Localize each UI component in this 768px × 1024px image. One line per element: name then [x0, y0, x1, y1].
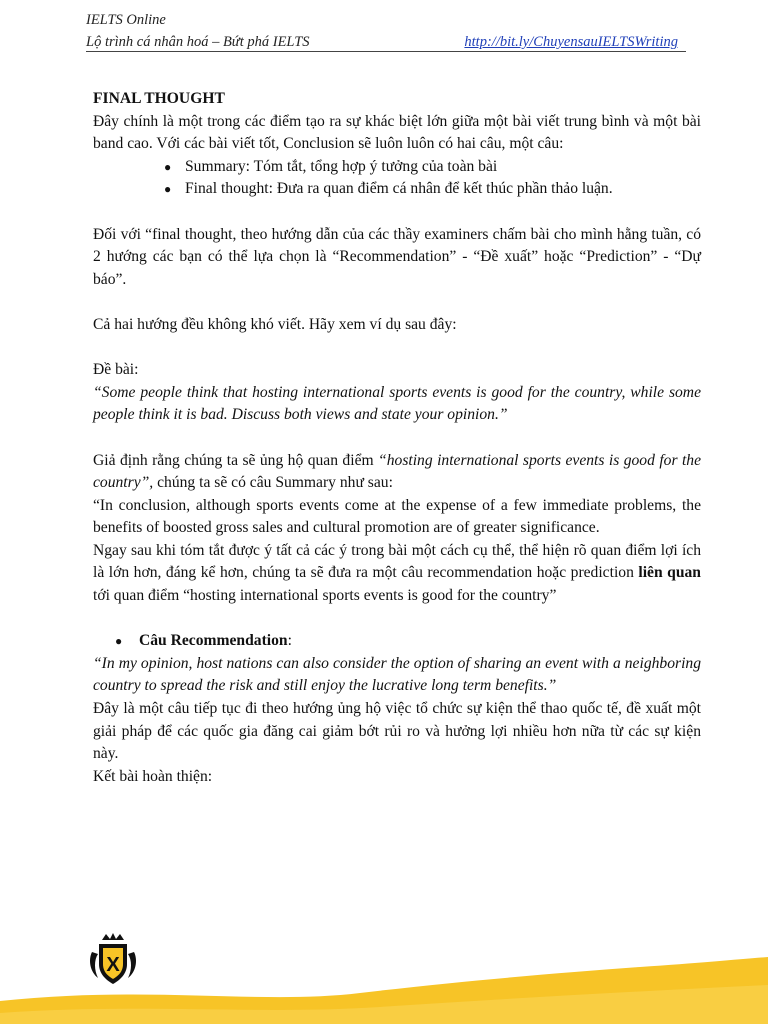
- crown-shield-logo-icon: [84, 930, 142, 988]
- prompt-label: Đề bài:: [93, 361, 139, 379]
- bullet-icon: ●: [164, 159, 172, 174]
- section-title: FINAL THOUGHT: [93, 90, 225, 107]
- prompt-text: “Some people think that hosting international sports events is good for the country, while some people think it is bad. Discuss both views and state your opinion.”: [93, 383, 701, 424]
- header-divider: [86, 51, 686, 52]
- both-directions-paragraph: Cả hai hướng đều không khó viết. Hãy xem ví dụ sau đây:: [93, 315, 457, 333]
- header-tagline: Lộ trình cá nhân hoá – Bứt phá IELTS: [86, 34, 310, 50]
- explanation-paragraph: Ngay sau khi tóm tắt được ý tất cả các ý trong bài một cách cụ thể, thể hiện rõ quan điểm lợi ích là lớn hơn, đáng kể hơn, chúng ta sẽ đưa ra một câu recommendation hoặc prediction liên quan tới quan điểm “hosting international sports events is good for the country”: [93, 541, 701, 605]
- list-item: ● Final thought: Đưa ra quan điểm cá nhân để kết thúc phần thảo luận.: [93, 178, 701, 201]
- document-body: [93, 88, 701, 788]
- summary-example: “In conclusion, although sports events come at the expense of a few immediate problems, the benefits of boosted gross sales and cultural promotion are of greater significance.: [93, 496, 701, 537]
- logo-letter: X: [106, 954, 120, 976]
- recommendation-heading: [93, 630, 701, 653]
- course-link[interactable]: http://bit.ly/ChuyensauIELTSWriting: [464, 34, 678, 50]
- intro-paragraph: Đây chính là một trong các điểm tạo ra sự khác biệt lớn giữa một bài viết trung bình và một bài band cao. Với các bài viết tốt, Conclusion sẽ luôn luôn có hai câu, một câu:: [93, 112, 701, 153]
- final-thought-paragraph: Đối với “final thought, theo hướng dẫn của các thầy examiners chấm bài cho mình hằng tuần, có 2 hướng các bạn có thể lựa chọn là “Recommendation” - “Đề xuất” hoặc “Prediction” - “Dự báo”.: [93, 225, 701, 288]
- page-header: [86, 10, 686, 54]
- bullet-icon: ●: [164, 182, 172, 197]
- brand-name: IELTS Online: [86, 12, 166, 28]
- recommendation-example: “In my opinion, host nations can also consider the option of sharing an event with a neighboring country to spread the risk and still enjoy the lucrative long term benefits.”: [93, 654, 701, 695]
- list-item: ● Summary: Tóm tắt, tổng hợp ý tưởng của toàn bài: [93, 156, 701, 179]
- final-label: Kết bài hoàn thiện:: [93, 767, 213, 785]
- list-item: ● Câu Recommendation:: [93, 630, 701, 653]
- bullet-icon: ●: [115, 634, 123, 649]
- conclusion-parts-list: [93, 156, 701, 201]
- assumption-paragraph: Giả định rằng chúng ta sẽ ủng hộ quan điểm “hosting international sports events is good for the country”, chúng ta sẽ có câu Summary như sau:: [93, 451, 701, 492]
- recommendation-explanation: Đây là một câu tiếp tục đi theo hướng ủng hộ việc tổ chức sự kiện thể thao quốc tế, đề xuất một giải pháp để các quốc gia đăng cai giảm bớt rủi ro và hưởng lợi nhiều hơn nữa từ các sự kiện này.: [93, 700, 701, 763]
